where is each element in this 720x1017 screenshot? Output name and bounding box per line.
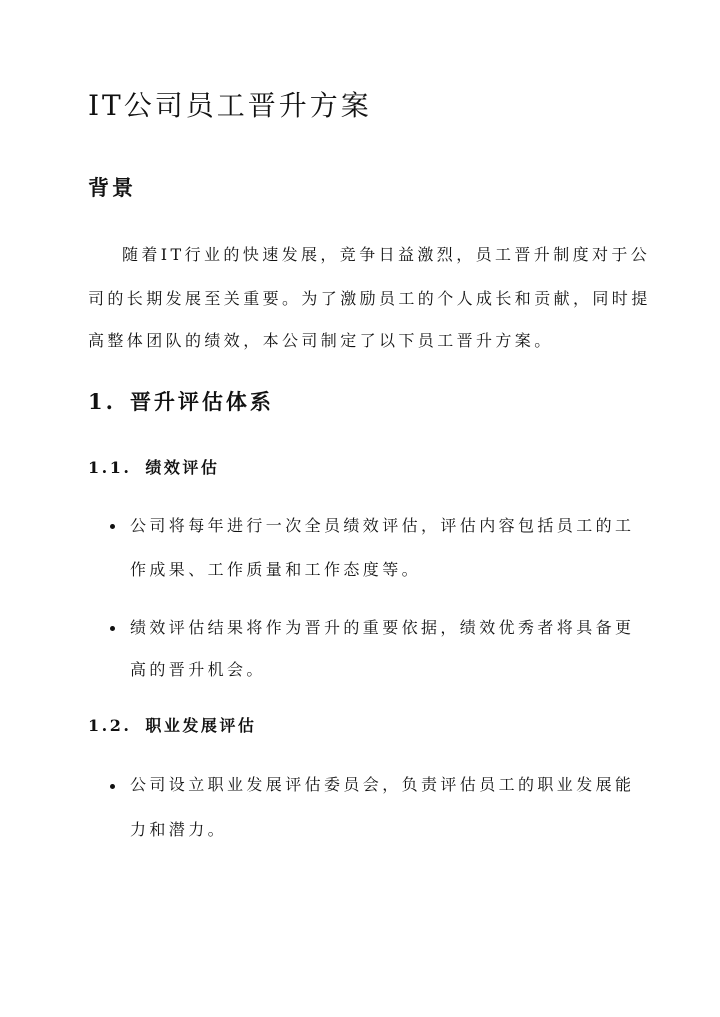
list-item-line: 高的晋升机会。 [130, 660, 266, 679]
list-item-line: 作成果、工作质量和工作态度等。 [130, 560, 422, 579]
section-1-heading [88, 386, 274, 418]
document-title: IT公司员工晋升方案 [88, 89, 372, 122]
bullet-icon [110, 784, 115, 789]
paragraph-line: 高整体团队的绩效，本公司制定了以下员工晋升方案。 [88, 331, 554, 350]
section-title: 晋升评估体系 [129, 389, 274, 414]
subsection-title: 绩效评估 [145, 458, 220, 477]
list-item-line: 绩效评估结果将作为晋升的重要依据，绩效优秀者将具备更 [130, 618, 635, 637]
section-number: 1. [88, 389, 116, 414]
paragraph-line: 司的长期发展至关重要。为了激励员工的个人成长和贡献，同时提 [88, 289, 651, 308]
subsection-title: 职业发展评估 [145, 716, 257, 735]
list-item-line: 公司设立职业发展评估委员会，负责评估员工的职业发展能 [130, 775, 635, 794]
bullet-icon [110, 524, 115, 529]
background-heading: 背景 [88, 175, 136, 200]
paragraph-line: 随着IT行业的快速发展，竞争日益激烈，员工晋升制度对于公 [122, 245, 651, 264]
list-item-line: 力和潜力。 [130, 820, 228, 839]
subsection-1-2-heading [88, 713, 256, 739]
subsection-1-1-heading [88, 455, 219, 481]
list-item-line: 公司将每年进行一次全员绩效评估，评估内容包括员工的工 [130, 516, 635, 535]
subsection-number: 1.1. [88, 458, 132, 477]
bullet-icon [110, 626, 115, 631]
subsection-number: 1.2. [88, 716, 132, 735]
